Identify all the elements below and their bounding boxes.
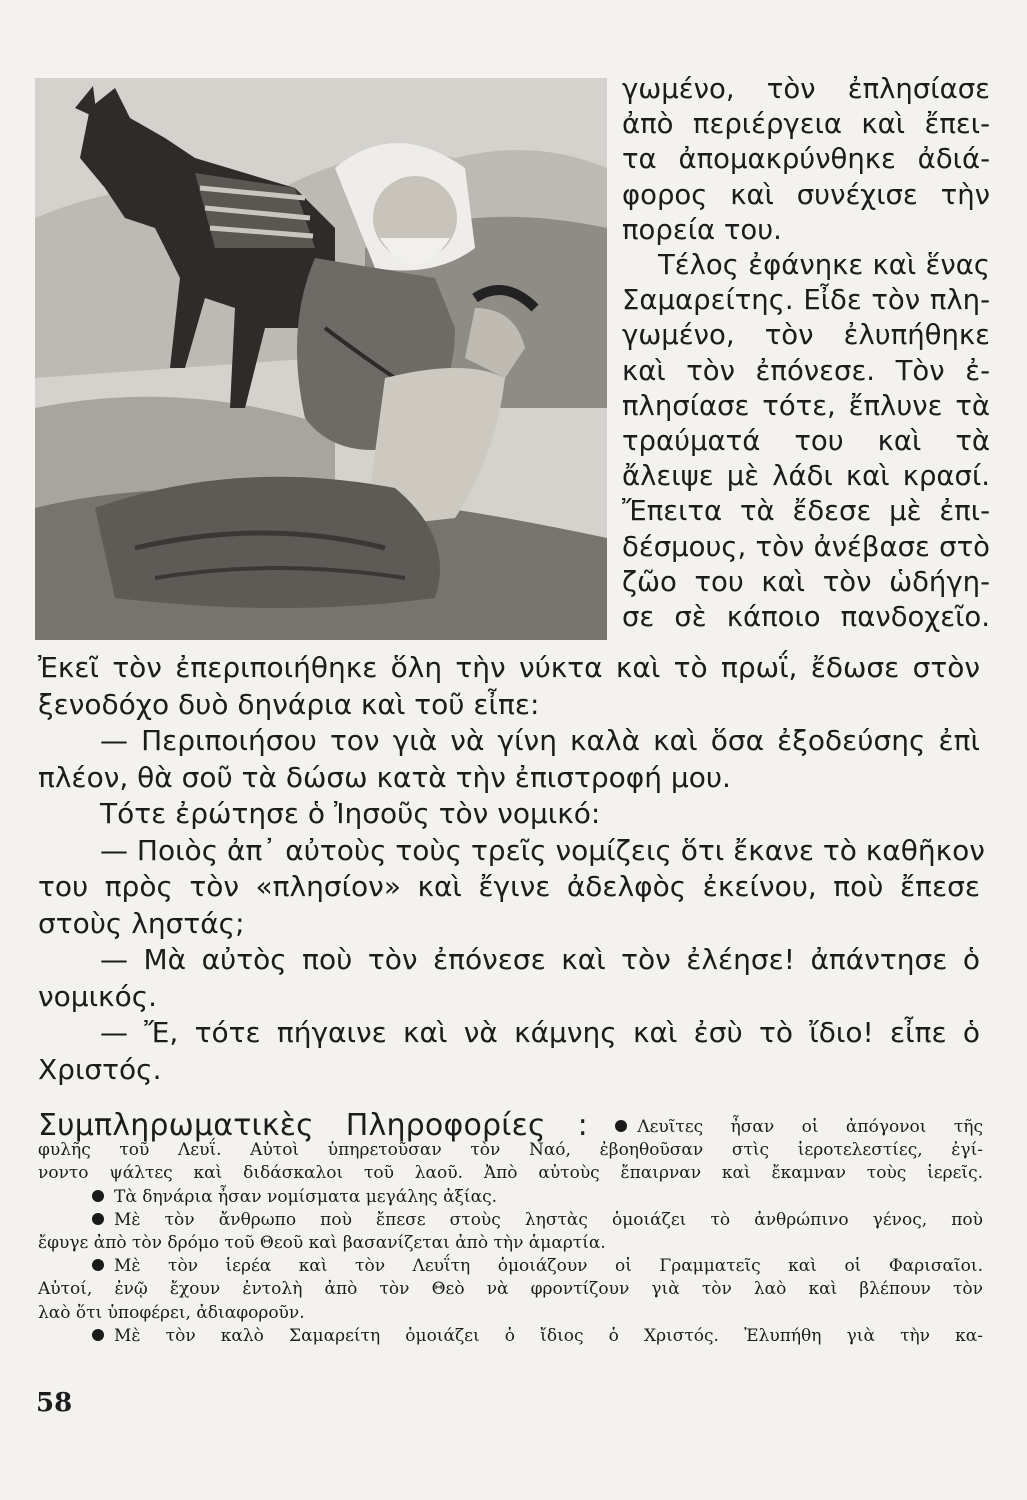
note-line <box>38 1209 983 1232</box>
text-line: Σαμαρείτης. Εἶδε τὸν πλη- <box>622 284 990 317</box>
note-text: Τὰ δηνάρια ἦσαν νομίσματα μεγάλης ἀξίας. <box>114 1186 498 1207</box>
supplementary-notes <box>38 1108 983 1348</box>
good-samaritan-illustration <box>35 78 607 640</box>
bullet-icon <box>92 1329 104 1341</box>
illustration-drawing <box>35 78 607 640</box>
note-text: Μὲ τὸν ἄνθρωπο ποὺ ἔπεσε στοὺς ληστὰς ὁμοιάζει τὸ ἀνθρώπινο γένος, ποὺ <box>114 1209 983 1230</box>
notes-first-line <box>38 1108 983 1143</box>
text-line: Τέλος ἐφάνηκε καὶ ἕνας <box>658 249 990 282</box>
note-text: Μὲ τὸν ἱερέα καὶ τὸν Λευΐτη ὁμοιάζουν οἱ Γραμματεῖς καὶ οἱ Φαρισαῖοι. <box>114 1256 983 1277</box>
text-line: τραύματά του καὶ τὰ <box>622 425 990 458</box>
body-text <box>38 650 985 1088</box>
text-line: Ἐκεῖ τὸν ἐπεριποιήθηκε ὅλη τὴν νύκτα καὶ τὸ πρωΐ, ἔδωσε στὸν <box>38 651 980 684</box>
bullet-icon <box>92 1259 104 1271</box>
note-line <box>38 1186 983 1209</box>
text-line: τα ἀπομακρύνθηκε ἀδιά- <box>622 143 990 176</box>
text-line: Ἔπειτα τὰ ἔδεσε μὲ ἐπι- <box>622 495 990 528</box>
text-line: ἄλειψε μὲ λάδι καὶ κρασί. <box>622 460 990 493</box>
text-line: σε σὲ κάποιο πανδοχεῖο. <box>622 601 990 634</box>
text-line: του πρὸς τὸν «πλησίον» καὶ ἔγινε ἀδελφὸς ἐκείνου, ποὺ ἔπεσε <box>38 870 980 903</box>
note-text: Λευῖτες ἦσαν οἱ ἀπόγονοι τῆς <box>637 1117 983 1137</box>
note-line: ἔφυγε ἀπὸ τὸν δρόμο τοῦ Θεοῦ καὶ βασανίζεται ἀπὸ τὴν ἁμαρτία. <box>38 1233 606 1254</box>
text-line: δέσμους, τὸν ἀνέβασε στὸ <box>622 530 990 563</box>
dialogue-line: — Ἔ, τότε πήγαινε καὶ νὰ κάμνης καὶ ἐσὺ τὸ ἴδιο! εἶπε ὁ <box>100 1016 980 1049</box>
text-line: Χριστός. <box>38 1052 162 1086</box>
text-line: στοὺς ληστάς; <box>38 906 245 940</box>
note-line <box>38 1255 983 1278</box>
text-line: ξενοδόχο δυὸ δηνάρια καὶ τοῦ εἶπε: <box>38 687 540 721</box>
text-line: γωμένο, τὸν ἐπλησίασε <box>622 73 990 105</box>
text-line: καὶ τὸν ἐπόνεσε. Τὸν ἐ- <box>622 354 990 387</box>
right-column-text <box>622 72 990 635</box>
text-line: Τότε ἐρώτησε ὁ Ἰησοῦς τὸν νομικό: <box>100 797 601 830</box>
text-line: πλησίασε τότε, ἔπλυνε τὰ <box>622 389 990 422</box>
dialogue-line: — Ποιὸς ἀπ᾽ αὐτοὺς τοὺς τρεῖς νομίζεις ὅτι ἔκανε τὸ καθῆκον <box>100 833 985 867</box>
dialogue-line: — Μὰ αὐτὸς ποὺ τὸν ἐπόνεσε καὶ τὸν ἐλέησε! ἀπάντησε ὁ <box>100 943 980 976</box>
bullet-icon <box>92 1213 104 1225</box>
bullet-icon <box>92 1190 104 1202</box>
note-line: λαὸ ὅτι ὑποφέρει, ἀδιαφοροῦν. <box>38 1302 305 1323</box>
bullet-icon <box>615 1120 627 1132</box>
text-line: πορεία του. <box>622 213 782 246</box>
note-line: νοντο ψάλτες καὶ διδάσκαλοι τοῦ λαοῦ. Ἀπὸ αὐτοὺς ἔπαιρναν καὶ ἔκαμναν τοὺς ἱερεῖς. <box>38 1163 983 1184</box>
notes-heading: Συμπληρωματικὲς Πληροφορίες : <box>38 1108 588 1143</box>
dialogue-line: — Περιποιήσου τον γιὰ νὰ γίνη καλὰ καὶ ὅσα ἐξοδεύσης ἐπὶ <box>100 724 980 757</box>
note-line <box>38 1325 983 1348</box>
note-line: Αὐτοί, ἐνῷ ἔχουν ἐντολὴ ἀπὸ τὸν Θεὸ νὰ φροντίζουν γιὰ τὸν λαὸ καὶ βλέπουν τὸν <box>38 1279 983 1300</box>
page-number: 58 <box>36 1388 73 1418</box>
note-text: Μὲ τὸν καλὸ Σαμαρείτη ὁμοιάζει ὁ ἴδιος ὁ Χριστός. Ἐλυπήθη γιὰ τὴν κα- <box>114 1325 983 1346</box>
note-line: φυλῆς τοῦ Λευΐ. Αὐτοὶ ὑπηρετοῦσαν τὸν Ναό, ἐβοηθοῦσαν στὶς ἱεροτελεστίες, ἐγί- <box>38 1140 983 1161</box>
text-line: γωμένο, τὸν ἐλυπήθηκε <box>622 319 990 352</box>
text-line: πλέον, θὰ σοῦ τὰ δώσω κατὰ τὴν ἐπιστροφή μου. <box>38 760 731 794</box>
text-line: ἀπὸ περιέργεια καὶ ἔπει- <box>622 108 990 141</box>
text-line: ζῶο του καὶ τὸν ὡδήγη- <box>622 565 990 598</box>
text-line: φορος καὶ συνέχισε τὴν <box>622 178 990 211</box>
text-line: νομικός. <box>38 979 158 1013</box>
